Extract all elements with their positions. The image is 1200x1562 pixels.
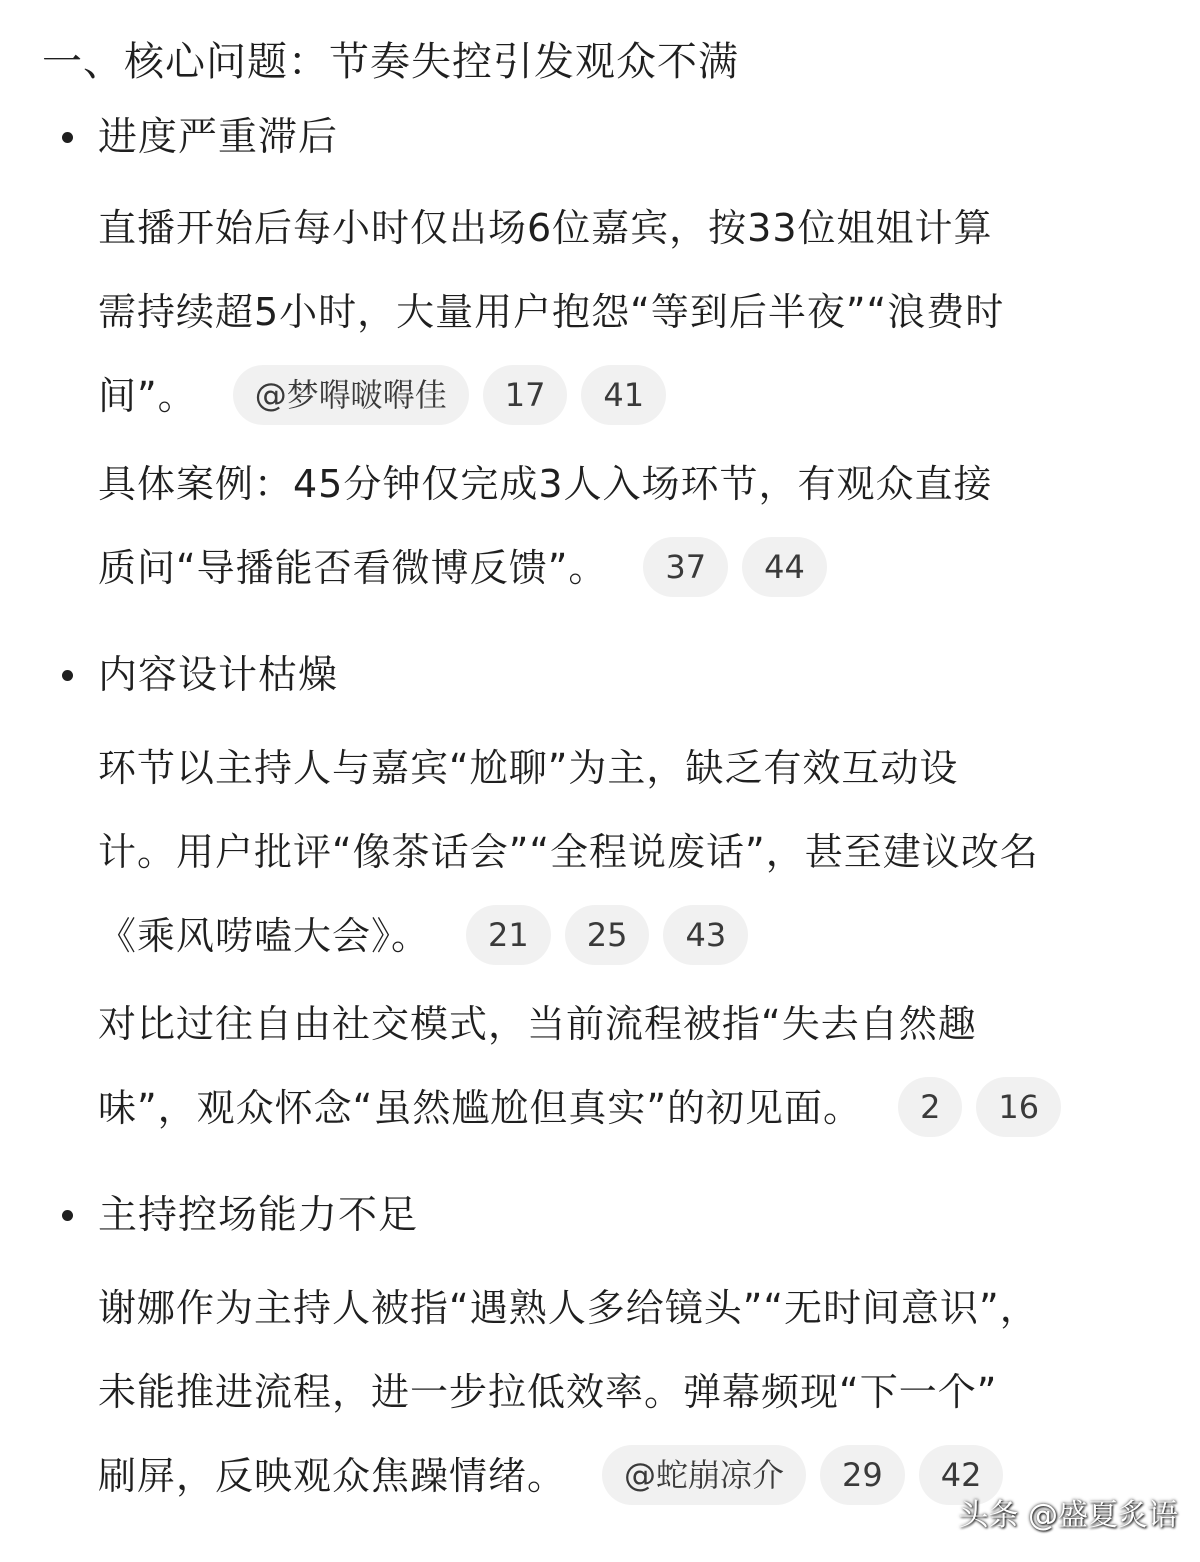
line-text: 需持续超5小时，大量用户抱怨“等到后半夜”“浪费时 <box>98 290 1005 334</box>
bullet-title-text: 进度严重滞后 <box>98 115 339 160</box>
section-heading: 一、核心问题：节奏失控引发观众不满 <box>42 39 739 85</box>
line-text: 环节以主持人与嘉宾“尬聊”为主，缺乏有效互动设 <box>98 746 959 790</box>
bullet-dot-icon <box>62 132 73 143</box>
bullet-dot-icon <box>62 670 73 681</box>
bullet-title-text: 内容设计枯燥 <box>98 653 339 698</box>
reference-chip[interactable]: 44 <box>742 537 827 597</box>
paragraph <box>42 726 1160 978</box>
line-text: 具体案例：45分钟仅完成3人入场环节，有观众直接 <box>98 462 993 506</box>
paragraph <box>42 186 1160 438</box>
reference-chip[interactable]: 17 <box>483 365 568 425</box>
line-text: 质问“导播能否看微博反馈”。 <box>98 546 608 590</box>
reference-chip[interactable]: 25 <box>565 905 650 965</box>
paragraph-line <box>98 982 1160 1066</box>
bullet-title <box>42 110 1160 166</box>
paragraph-line <box>98 1350 1160 1434</box>
reference-chip[interactable]: 21 <box>466 905 551 965</box>
reference-chip[interactable]: 2 <box>898 1077 962 1137</box>
line-text: 味”，观众怀念“虽然尴尬但真实”的初见面。 <box>98 1086 863 1130</box>
source-author-chip[interactable]: @梦嘚啵嘚佳 <box>233 365 469 425</box>
line-text: 谢娜作为主持人被指“遇熟人多给镜头”“无时间意识”， <box>98 1286 1039 1330</box>
paragraph-line <box>98 270 1160 354</box>
paragraph <box>42 982 1160 1150</box>
reference-chip[interactable]: 29 <box>820 1445 905 1505</box>
reference-chip[interactable]: 42 <box>919 1445 1004 1505</box>
paragraph-line <box>98 442 1160 526</box>
bullet-dot-icon <box>62 1210 73 1221</box>
reference-chip[interactable]: 43 <box>663 905 748 965</box>
paragraph-line <box>98 1066 1160 1150</box>
paragraph-line <box>98 354 1160 438</box>
article-content <box>42 110 1160 1518</box>
bullet-title-text: 主持控场能力不足 <box>98 1193 419 1238</box>
paragraph <box>42 1266 1160 1518</box>
reference-chip[interactable]: 41 <box>581 365 666 425</box>
bullet-title <box>42 648 1160 704</box>
paragraph-line <box>98 526 1160 610</box>
reference-chip[interactable]: 37 <box>643 537 728 597</box>
line-text: 刷屏，反映观众焦躁情绪。 <box>98 1454 567 1498</box>
line-text: 直播开始后每小时仅出场6位嘉宾，按33位姐姐计算 <box>98 206 993 250</box>
paragraph-line <box>98 810 1160 894</box>
reference-chip[interactable]: 16 <box>976 1077 1061 1137</box>
paragraph-line <box>98 1266 1160 1350</box>
line-text: 《乘风唠嗑大会》。 <box>98 914 431 958</box>
paragraph-line <box>98 894 1160 978</box>
line-text: 间”。 <box>98 374 197 418</box>
bullet-title <box>42 1188 1160 1244</box>
watermark: 头条 @盛夏炙语 <box>958 1498 1178 1533</box>
line-text: 计。用户批评“像茶话会”“全程说废话”，甚至建议改名 <box>98 830 1039 874</box>
line-text: 未能推进流程，进一步拉低效率。弹幕频现“下一个” <box>98 1370 998 1414</box>
line-text: 对比过往自由社交模式，当前流程被指“失去自然趣 <box>98 1002 977 1046</box>
paragraph <box>42 442 1160 610</box>
paragraph-line <box>98 726 1160 810</box>
paragraph-line <box>98 186 1160 270</box>
source-author-chip[interactable]: @蛇崩凉介 <box>602 1445 806 1505</box>
